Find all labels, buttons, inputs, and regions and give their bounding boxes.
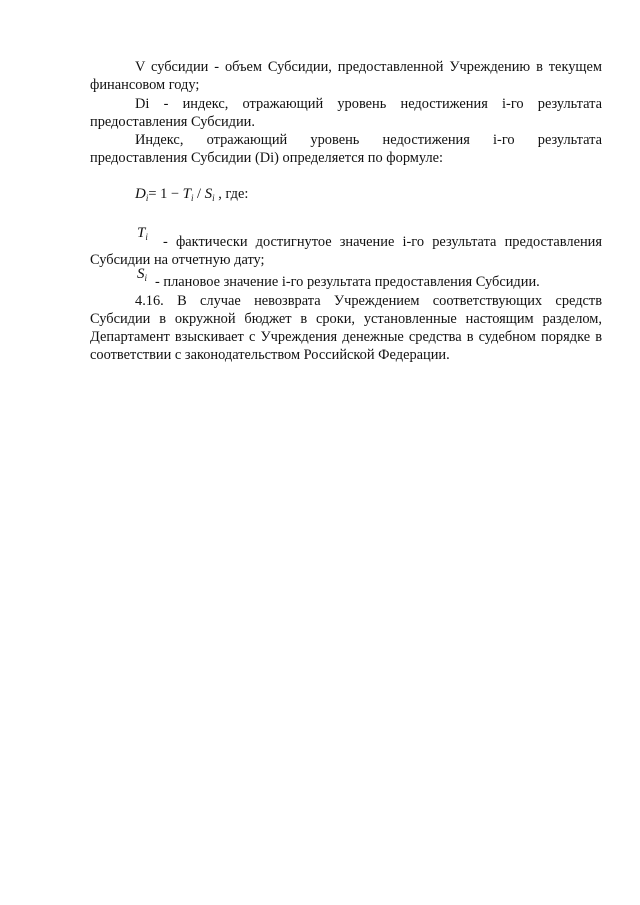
formula-s: S bbox=[204, 186, 213, 202]
formula-slash: / bbox=[193, 186, 205, 202]
formula-s-sub: i bbox=[212, 193, 215, 203]
formula-suffix: , где: bbox=[214, 186, 249, 202]
formula-d: D bbox=[135, 186, 146, 202]
symbol-s: S bbox=[137, 266, 145, 282]
formula-d-sub: i bbox=[145, 193, 149, 203]
formula-equals: = 1 − bbox=[148, 186, 183, 202]
paragraph-index-line1: Индекс, отражающий уровень недостижения i-го результата bbox=[135, 132, 602, 148]
paragraph-si-definition: - плановое значение i-го результата предоставления Субсидии. bbox=[155, 274, 540, 290]
symbol-si bbox=[137, 266, 147, 283]
formula-di bbox=[135, 184, 248, 208]
formula-t-sub: i bbox=[190, 193, 194, 203]
symbol-t-sub: i bbox=[145, 232, 148, 242]
symbol-t: T bbox=[137, 225, 146, 241]
paragraph-index-line2: предоставления Субсидии (Di) определяется по формуле: bbox=[90, 150, 444, 166]
symbol-s-sub: i bbox=[144, 273, 148, 283]
formula-t: T bbox=[182, 186, 191, 202]
paragraph-v-definition: V субсидии - объем Субсидии, предоставленной Учреждению в текущем финансовом году; bbox=[90, 59, 602, 93]
paragraph-ti-definition: - фактически достигнутое значение i-го результата предоставления Субсидии на отчетную дату; bbox=[90, 234, 602, 268]
paragraph-di-definition: Di - индекс, отражающий уровень недостижения i-го результата предоставления Субсидии. bbox=[90, 96, 602, 130]
paragraph-clause-4-16: 4.16. В случае невозврата Учреждением соответствующих средств Субсидии в окружной бюджет в сроки, установленные настоящим разделом, Департамент взыскивает с Учреждения денежные средства в судебном порядке в соответствии с законодательством Российской Федерации. bbox=[90, 293, 602, 363]
